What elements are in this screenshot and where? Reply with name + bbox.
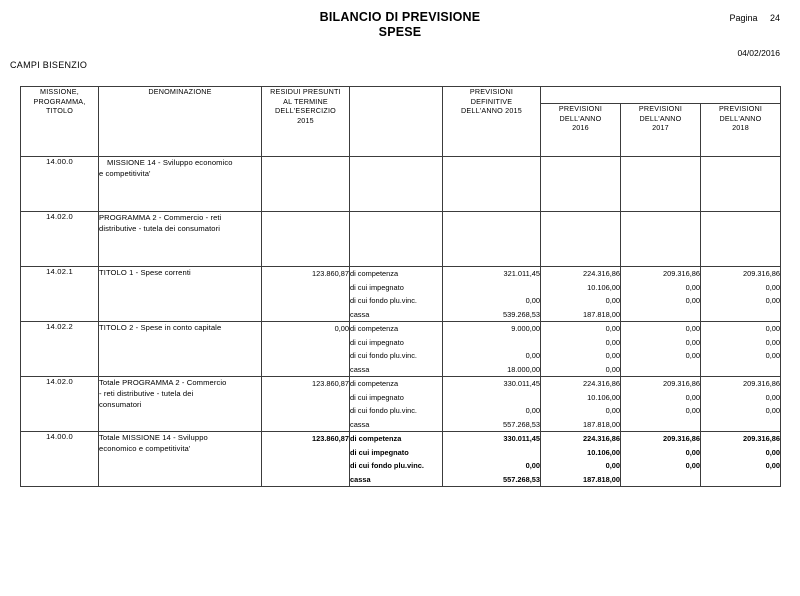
value-fondo-y2016: 0,00	[605, 406, 620, 415]
denominazione-line: economico e competitivita'	[99, 444, 191, 453]
value-impegnato-y2017: 0,00	[685, 282, 700, 292]
col-header-previsioni-definitive-2015	[443, 87, 541, 157]
voce-label-impegnato: di cui impegnato	[350, 337, 404, 347]
value-cassa-y2015: 557.268,53	[503, 419, 540, 429]
value-competenza-y2017	[698, 214, 700, 223]
residui-line-2: AL TERMINE	[283, 96, 328, 106]
cell-voci-labels	[350, 322, 443, 377]
value-cassa-y2018	[778, 255, 780, 264]
def2015-line-3: DELL'ANNO 2015	[461, 106, 522, 115]
value-fondo-y2017: 0,00	[685, 461, 700, 470]
value-impegnato-y2016: 0,00	[605, 337, 620, 347]
value-fondo-y2018	[778, 186, 780, 195]
col-header-previsioni-2016	[541, 104, 621, 157]
value-competenza-y2017: 0,00	[685, 324, 700, 333]
value-fondo-y2016	[618, 186, 620, 195]
value-fondo-y2016: 0,00	[605, 296, 620, 305]
col-header-voci-blank	[350, 87, 443, 157]
table-row	[21, 212, 781, 267]
cell-y2018	[701, 157, 781, 212]
voce-label-cassa: cassa	[350, 309, 370, 319]
value-fondo-y2015	[538, 241, 540, 250]
value-impegnato-y2015	[538, 448, 540, 457]
value-competenza-y2016	[618, 159, 620, 168]
voce-label-competenza: di competenza	[350, 379, 399, 388]
value-impegnato-y2017: 0,00	[685, 337, 700, 347]
prev2017-line-1: PREVISIONI	[638, 104, 683, 113]
denominazione-line: consumatori	[99, 400, 142, 409]
value-impegnato-y2016: 10.106,00	[587, 282, 620, 292]
cell-y2015	[443, 377, 541, 432]
def2015-line-1: PREVISIONI	[469, 87, 514, 96]
value-fondo-y2018: 0,00	[765, 461, 781, 470]
cell-code: 14.02.2	[21, 322, 99, 377]
value-cassa-y2017	[698, 365, 700, 374]
denominazione-line: Totale MISSIONE 14 - Sviluppo	[99, 433, 208, 442]
title-line-1: BILANCIO DI PREVISIONE	[319, 10, 481, 24]
voce-label-competenza: di competenza	[350, 269, 399, 278]
cell-y2015	[443, 322, 541, 377]
col-header-line-3: TITOLO	[45, 106, 74, 115]
document-title	[0, 10, 800, 40]
col-header-previsioni-2018	[701, 104, 781, 157]
cell-y2015	[443, 212, 541, 267]
cell-residui-presunti: 123.860,87	[262, 377, 350, 432]
denominazione-line: TITOLO 2 - Spese in conto capitale	[99, 323, 222, 332]
value-impegnato-y2015	[538, 338, 540, 347]
voce-label-impegnato: di cui impegnato	[350, 392, 404, 402]
value-competenza-y2017	[698, 159, 700, 168]
col-header-line-2: PROGRAMMA,	[33, 96, 86, 106]
cell-code: 14.02.1	[21, 267, 99, 322]
value-impegnato-y2017: 0,00	[685, 392, 700, 402]
table-header	[21, 87, 781, 157]
value-fondo-y2016: 0,00	[605, 351, 620, 360]
value-competenza-y2016: 224.316,86	[583, 379, 620, 388]
value-cassa-y2015: 18.000,00	[507, 364, 540, 374]
cell-residui-presunti	[262, 212, 350, 267]
cell-denominazione	[99, 377, 262, 432]
table-row	[21, 267, 781, 322]
value-cassa-y2017	[698, 310, 700, 319]
cell-voci-labels	[350, 432, 443, 487]
cell-y2015	[443, 267, 541, 322]
value-fondo-y2017	[698, 241, 700, 250]
cell-y2018	[701, 267, 781, 322]
prev2016-line-1: PREVISIONI	[558, 104, 603, 113]
value-competenza-y2017: 209.316,86	[663, 434, 700, 443]
value-impegnato-y2018: 0,00	[765, 337, 781, 347]
cell-y2018	[701, 212, 781, 267]
value-competenza-y2018	[778, 214, 780, 223]
value-fondo-y2017: 0,00	[685, 296, 700, 305]
value-fondo-y2015: 0,00	[525, 461, 540, 470]
title-line-2: SPESE	[378, 25, 422, 39]
value-fondo-y2017: 0,00	[685, 406, 700, 415]
entity-name: CAMPI BISENZIO	[10, 60, 88, 70]
value-cassa-y2015	[538, 255, 540, 264]
cell-y2018	[701, 377, 781, 432]
cell-y2015	[443, 432, 541, 487]
def2015-line-2: DEFINITIVE	[470, 96, 513, 106]
table-body	[21, 157, 781, 487]
value-competenza-y2018: 209.316,86	[743, 379, 781, 388]
cell-code: 14.02.0	[21, 377, 99, 432]
voce-label-competenza: di competenza	[350, 434, 402, 443]
prev2018-line-3: 2018	[732, 123, 749, 132]
value-impegnato-y2016	[618, 173, 620, 182]
page-label-text: Pagina	[729, 13, 758, 23]
cell-y2015	[443, 157, 541, 212]
value-impegnato-y2018: 0,00	[765, 392, 781, 402]
value-fondo-y2017	[698, 186, 700, 195]
voce-label-cassa: cassa	[350, 419, 370, 429]
voce-label-competenza: di competenza	[350, 324, 399, 333]
value-fondo-y2017: 0,00	[685, 351, 700, 360]
value-impegnato-y2018	[778, 173, 780, 182]
denominazione-line: distributive - tutela dei consumatori	[99, 224, 221, 233]
value-cassa-y2018	[778, 200, 780, 209]
value-cassa-y2018	[778, 420, 780, 429]
value-competenza-y2015: 9.000,00	[511, 324, 540, 333]
cell-residui-presunti: 123.860,87	[262, 432, 350, 487]
page-number: 24	[769, 13, 780, 23]
budget-table-container	[20, 86, 780, 487]
value-fondo-y2015: 0,00	[525, 351, 540, 360]
page-indicator	[729, 13, 780, 23]
residui-line-1: RESIDUI PRESUNTI	[270, 87, 341, 96]
value-impegnato-y2015	[538, 173, 540, 182]
cell-y2016	[541, 267, 621, 322]
voce-label-fondo: di cui fondo plu.vinc.	[350, 296, 417, 305]
prev2016-line-2: DELL'ANNO	[559, 113, 602, 123]
voce-label-fondo: di cui fondo plu.vinc.	[350, 461, 424, 470]
budget-table	[20, 86, 781, 487]
value-competenza-y2017: 209.316,86	[663, 269, 700, 278]
residui-line-3: DELL'ESERCIZIO	[275, 106, 336, 115]
value-cassa-y2016: 187.818,00	[583, 419, 620, 429]
cell-code: 14.00.0	[21, 157, 99, 212]
denominazione-line: MISSIONE 14 - Sviluppo economico	[107, 158, 233, 167]
value-fondo-y2018: 0,00	[765, 406, 781, 415]
table-header-row-1	[21, 87, 781, 104]
col-header-previsioni-2017	[621, 104, 701, 157]
cell-code: 14.02.0	[21, 212, 99, 267]
voce-label-impegnato: di cui impegnato	[350, 447, 409, 457]
value-impegnato-y2015	[538, 393, 540, 402]
value-competenza-y2018: 209.316,86	[743, 269, 781, 278]
value-cassa-y2016	[618, 255, 620, 264]
value-cassa-y2016: 0,00	[605, 364, 620, 374]
value-fondo-y2018: 0,00	[765, 351, 781, 360]
cell-y2016	[541, 212, 621, 267]
cell-y2016	[541, 322, 621, 377]
value-cassa-y2015: 557.268,53	[503, 474, 540, 484]
denominazione-line: PROGRAMMA 2 - Commercio - reti	[99, 213, 222, 222]
prev2018-line-1: PREVISIONI	[718, 104, 763, 113]
value-competenza-y2015	[538, 214, 540, 223]
value-fondo-y2018	[778, 241, 780, 250]
prev2017-line-3: 2017	[652, 123, 669, 132]
cell-denominazione	[99, 157, 262, 212]
cell-y2017	[621, 432, 701, 487]
cell-voci-labels	[350, 377, 443, 432]
cell-residui-presunti: 0,00	[262, 322, 350, 377]
cell-residui-presunti	[262, 157, 350, 212]
cell-y2016	[541, 432, 621, 487]
document-date: 04/02/2016	[737, 48, 780, 58]
voce-label-fondo: di cui fondo plu.vinc.	[350, 406, 417, 415]
value-impegnato-y2016: 10.106,00	[587, 447, 620, 457]
value-fondo-y2015: 0,00	[525, 296, 540, 305]
value-cassa-y2017	[698, 200, 700, 209]
value-fondo-y2015	[538, 186, 540, 195]
table-row	[21, 432, 781, 487]
value-competenza-y2018: 0,00	[765, 324, 781, 333]
table-row	[21, 322, 781, 377]
value-cassa-y2015	[538, 200, 540, 209]
value-cassa-y2018	[778, 475, 780, 484]
value-impegnato-y2015	[538, 228, 540, 237]
col-header-group-spacer	[541, 87, 781, 104]
value-impegnato-y2017	[698, 173, 700, 182]
table-row	[21, 157, 781, 212]
cell-y2017	[621, 157, 701, 212]
value-competenza-y2016	[618, 214, 620, 223]
value-competenza-y2017: 209.316,86	[663, 379, 700, 388]
document-header	[0, 10, 800, 60]
value-fondo-y2018: 0,00	[765, 296, 781, 305]
value-cassa-y2018	[778, 365, 780, 374]
cell-y2017	[621, 267, 701, 322]
value-fondo-y2016: 0,00	[605, 461, 620, 470]
value-cassa-y2016	[618, 200, 620, 209]
cell-voci-labels	[350, 212, 443, 267]
value-cassa-y2017	[698, 255, 700, 264]
cell-y2018	[701, 322, 781, 377]
value-competenza-y2018	[778, 159, 780, 168]
value-impegnato-y2018: 0,00	[765, 282, 781, 292]
denominazione-line: - reti distributive - tutela dei	[99, 389, 194, 398]
denominazione-line: TITOLO 1 - Spese correnti	[99, 268, 191, 277]
value-competenza-y2015: 330.011,45	[503, 379, 540, 388]
value-impegnato-y2015	[538, 283, 540, 292]
cell-code: 14.00.0	[21, 432, 99, 487]
value-cassa-y2015: 539.268,53	[503, 309, 540, 319]
cell-denominazione	[99, 322, 262, 377]
cell-denominazione	[99, 267, 262, 322]
cell-residui-presunti: 123.860,87	[262, 267, 350, 322]
denominazione-line: Totale PROGRAMMA 2 - Commercio	[99, 378, 227, 387]
voce-label-cassa: cassa	[350, 364, 370, 374]
value-cassa-y2017	[698, 475, 700, 484]
value-impegnato-y2016	[618, 228, 620, 237]
value-cassa-y2016: 187.818,00	[583, 474, 620, 484]
value-impegnato-y2017: 0,00	[685, 447, 700, 457]
value-fondo-y2016	[618, 241, 620, 250]
cell-voci-labels	[350, 267, 443, 322]
prev2016-line-3: 2016	[572, 123, 589, 132]
value-competenza-y2015	[538, 159, 540, 168]
cell-y2018	[701, 432, 781, 487]
value-cassa-y2018	[778, 310, 780, 319]
col-header-residui-presunti	[262, 87, 350, 157]
value-competenza-y2016: 0,00	[605, 324, 620, 333]
cell-y2017	[621, 212, 701, 267]
value-competenza-y2015: 321.011,45	[503, 269, 540, 278]
value-competenza-y2016: 224.316,86	[583, 434, 620, 443]
voce-label-fondo: di cui fondo plu.vinc.	[350, 351, 417, 360]
cell-denominazione	[99, 432, 262, 487]
value-impegnato-y2018	[778, 228, 780, 237]
value-impegnato-y2016: 10.106,00	[587, 392, 620, 402]
cell-denominazione	[99, 212, 262, 267]
cell-y2016	[541, 157, 621, 212]
value-impegnato-y2018: 0,00	[765, 447, 781, 457]
cell-y2017	[621, 377, 701, 432]
col-header-missione-programma-titolo	[21, 87, 99, 157]
cell-voci-labels	[350, 157, 443, 212]
cell-y2017	[621, 322, 701, 377]
prev2017-line-2: DELL'ANNO	[639, 113, 682, 123]
cell-y2016	[541, 377, 621, 432]
value-competenza-y2015: 330.011,45	[503, 434, 540, 443]
residui-line-4: 2015	[297, 115, 314, 125]
table-row	[21, 377, 781, 432]
value-impegnato-y2017	[698, 228, 700, 237]
value-fondo-y2015: 0,00	[525, 406, 540, 415]
voce-label-cassa: cassa	[350, 474, 371, 484]
prev2018-line-2: DELL'ANNO	[719, 113, 762, 123]
col-header-line-1: MISSIONE,	[40, 87, 79, 96]
denominazione-line: e competitivita'	[99, 169, 151, 178]
value-cassa-y2016: 187.818,00	[583, 309, 620, 319]
voce-label-impegnato: di cui impegnato	[350, 282, 404, 292]
value-competenza-y2018: 209.316,86	[743, 434, 781, 443]
value-competenza-y2016: 224.316,86	[583, 269, 620, 278]
value-cassa-y2017	[698, 420, 700, 429]
col-header-denominazione: DENOMINAZIONE	[99, 87, 262, 157]
